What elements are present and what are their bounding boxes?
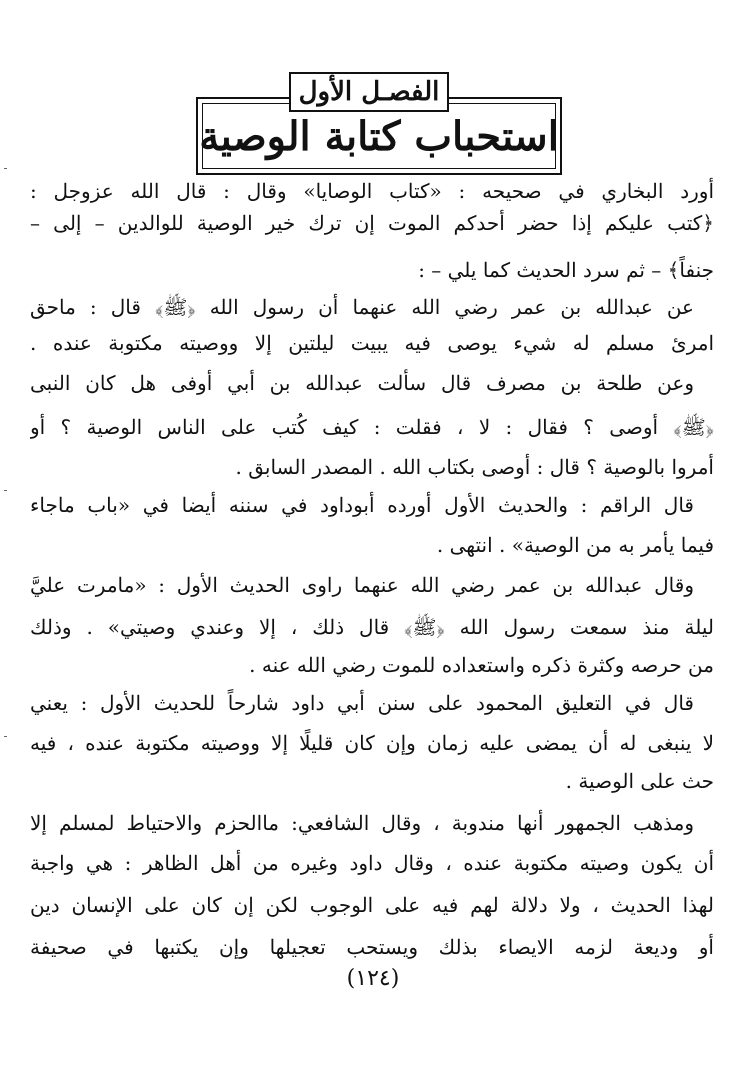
text-line: ليلة منذ سمعت رسول الله ﴿ﷺ﴾ قال ذلك ، إلا وعندي وصيتي» . وذلك <box>30 615 714 639</box>
chapter-heading: الفصـل الأول <box>298 77 440 107</box>
text-line: فيما يأمر به من الوصية» . انتهى . <box>436 533 714 557</box>
text-line: أن يكون وصيته مكتوبة عنده ، وقال داود وغيره من أهل الظاهر : هي واجبة <box>30 851 714 875</box>
text-line: جنفاً﴾ – ثم سرد الحديث كما يلي – : <box>418 258 714 282</box>
text-line: لهذا الحديث ، ولا دلالة لهم فيه على الوجوب لكن إن كان على الإنسان دين <box>30 893 714 917</box>
text-line: عن عبدالله بن عمر رضي الله عنهما أن رسول الله ﴿ﷺ﴾ قال : ماحق <box>30 295 694 319</box>
text-line: أمروا بالوصية ؟ قال : أوصى بكتاب الله . المصدر السابق . <box>235 455 714 479</box>
text-line: وقال عبدالله بن عمر رضي الله عنهما راوى الحديث الأول : «مامرت عليَّ <box>30 573 694 597</box>
text-line: أورد البخاري في صحيحه : «كتاب الوصايا» وقال : قال الله عزوجل : <box>30 179 714 203</box>
scan-mark <box>4 168 7 169</box>
text-line: ﴿ﷺ﴾ أوصى ؟ فقال : لا ، فقلت : كيف كُتب على الناس الوصية ؟ أو <box>30 415 714 439</box>
section-title: استحباب كتابة الوصية <box>199 112 559 160</box>
text-line: ﴿كتب عليكم إذا حضر أحدكم الموت إن ترك خير الوصية للوالدين – إلى – <box>30 211 714 235</box>
text-line: أو وديعة لزمه الايصاء بذلك ويستحب تعجيلها وإن يكتبها في صحيفة <box>30 935 714 959</box>
text-line: ومذهب الجمهور أنها مندوبة ، وقال الشافعي: ماالحزم والاحتياط لمسلم إلا <box>30 811 694 835</box>
text-line: حث على الوصية . <box>565 769 714 793</box>
page-number: (١٢٤) <box>346 966 400 991</box>
chapter-heading-box <box>289 72 449 112</box>
text-line: من حرصه وكثرة ذكره واستعداده للموت رضي الله عنه . <box>249 653 714 677</box>
text-line: وعن طلحة بن مصرف قال سألت عبدالله بن أبي أوفى هل كان النبى <box>30 371 694 395</box>
text-line: امرئ مسلم له شيء يوصى فيه يبيت ليلتين إلا ووصيته مكتوبة عنده . <box>30 331 714 355</box>
scan-mark <box>4 736 7 737</box>
text-line: قال في التعليق المحمود على سنن أبي داود شارحاً للحديث الأول : يعني <box>30 691 694 715</box>
scan-mark <box>4 490 7 491</box>
text-line: قال الراقم : والحديث الأول أورده أبوداود في سننه أيضا في «باب ماجاء <box>30 493 694 517</box>
text-line: لا ينبغى له أن يمضى عليه زمان وإن كان قليلًا إلا ووصيته مكتوبة عنده ، فيه <box>30 731 714 755</box>
